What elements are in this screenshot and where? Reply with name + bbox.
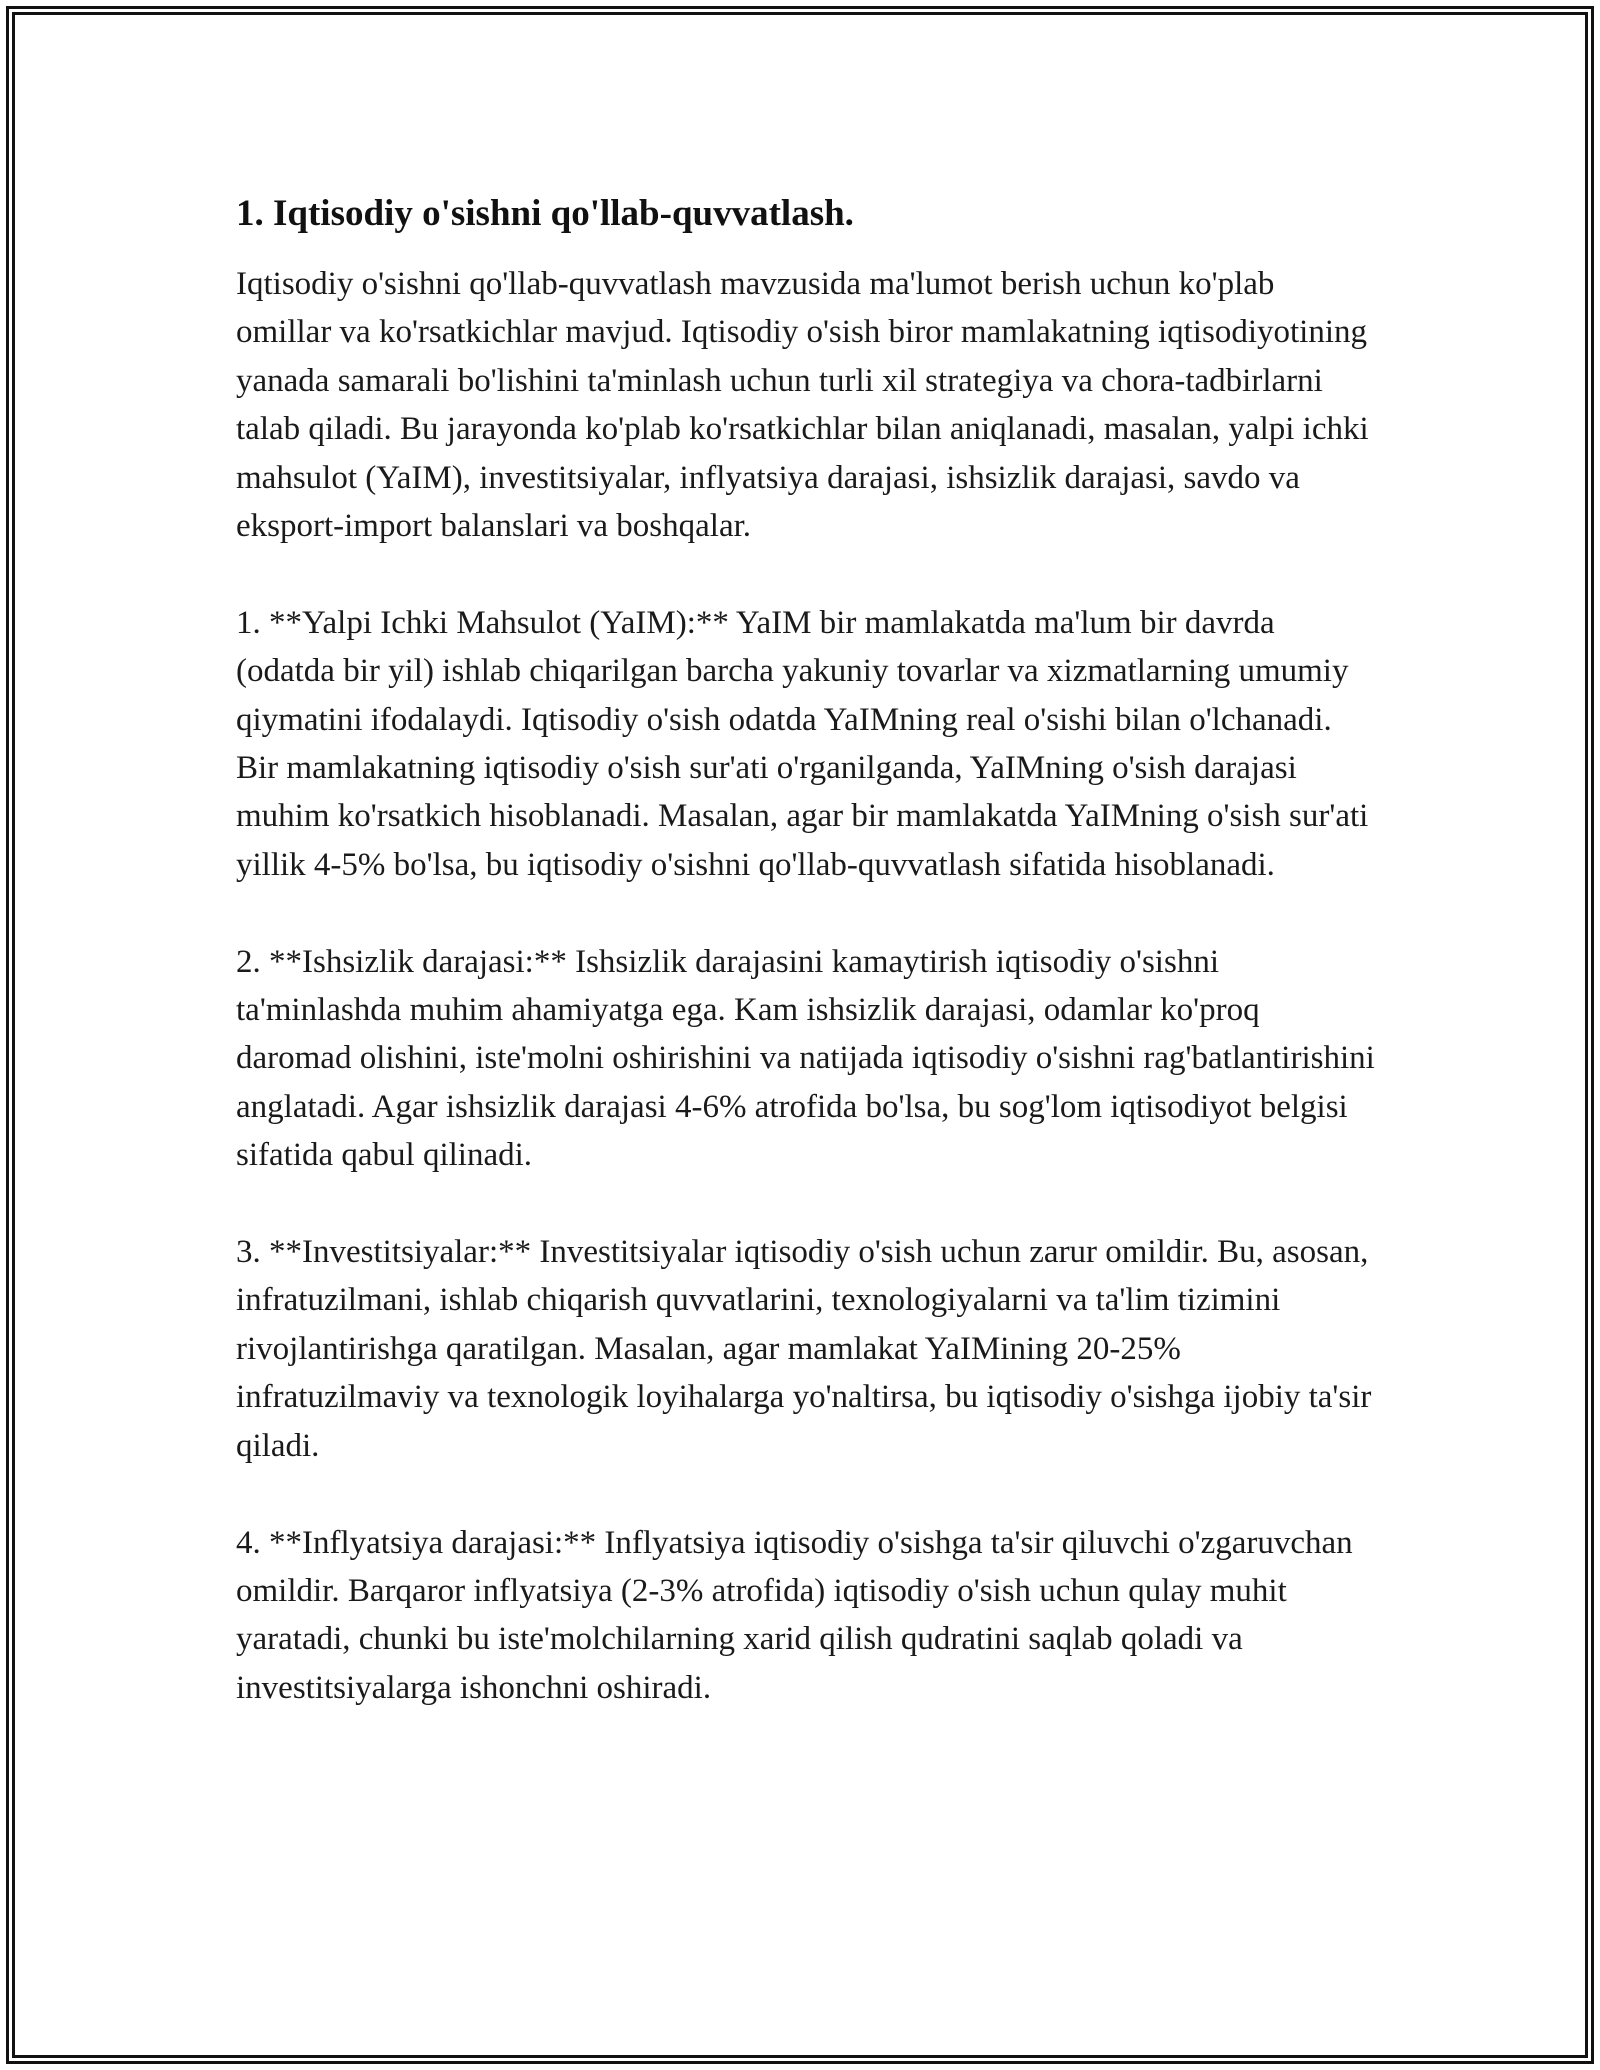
inflation-paragraph: 4. **Inflyatsiya darajasi:** Inflyatsiya iqtisodiy o'sishga ta'sir qiluvchi o'zgaruvchan omildir. Barqaror inflyatsiya (2-3% atrofida) iqtisodiy o'sish uchun qulay muhit yaratadi, chunki bu iste'molchilarning xarid qilish qudratini saqlab qoladi va investitsiyalarga ishonchni oshiradi. (236, 1524, 1353, 1706)
unemployment-paragraph: 2. **Ishsizlik darajasi:** Ishsizlik darajasini kamaytirish iqtisodiy o'sishni ta'minlashda muhim ahamiyatga ega. Kam ishsizlik darajasi, odamlar ko'proq daromad olishini, iste'molni oshirishini va natijada iqtisodiy o'sishni rag'batlantirishini anglatadi. Agar ishsizlik darajasi 4-6% atrofida bo'lsa, bu sog'lom iqtisodiyot belgisi sifatida qabul qilinadi. (236, 943, 1375, 1174)
intro-paragraph: Iqtisodiy o'sishni qo'llab-quvvatlash mavzusida ma'lumot berish uchun ko'plab omillar va ko'rsatkichlar mavjud. Iqtisodiy o'sish biror mamlakatning iqtisodiyotining yanada samarali bo'lishini ta'minlash uchun turli xil strategiya va chora-tadbirlarni talab qiladi. Bu jarayonda ko'plab ko'rsatkichlar bilan aniqlanadi, masalan, yalpi ichki mahsulot (YaIM), investitsiyalar, inflyatsiya darajasi, ishsizlik darajasi, savdo va eksport-import balanslari va boshqalar. (236, 266, 1369, 545)
document-body (236, 190, 1376, 1761)
gdp-paragraph: 1. **Yalpi Ichki Mahsulot (YaIM):** YaIM bir mamlakatda ma'lum bir davrda (odatda bir yil) ishlab chiqarilgan barcha yakuniy tovarlar va xizmatlarning umumiy qiymatini ifodalaydi. Iqtisodiy o'sish odatda YaIMning real o'sishi bilan o'lchanadi. Bir mamlakatning iqtisodiy o'sish sur'ati o'rganilganda, YaIMning o'sish darajasi muhim ko'rsatkich hisoblanadi. Masalan, agar bir mamlakatda YaIMning o'sish sur'ati yillik 4-5% bo'lsa, bu iqtisodiy o'sishni qo'llab-quvvatlash sifatida hisoblanadi. (236, 604, 1369, 883)
investments-paragraph: 3. **Investitsiyalar:** Investitsiyalar iqtisodiy o'sish uchun zarur omildir. Bu, asosan, infratuzilmani, ishlab chiqarish quvvatlarini, texnologiyalarni va ta'lim tizimini rivojlantirishga qaratilgan. Masalan, agar mamlakat YaIMining 20-25% infratuzilmaviy va texnologik loyihalarga yo'naltirsa, bu iqtisodiy o'sishga ijobiy ta'sir qiladi. (236, 1234, 1372, 1464)
section-heading: 1. Iqtisodiy o'sishni qo'llab-quvvatlash. (236, 193, 854, 234)
